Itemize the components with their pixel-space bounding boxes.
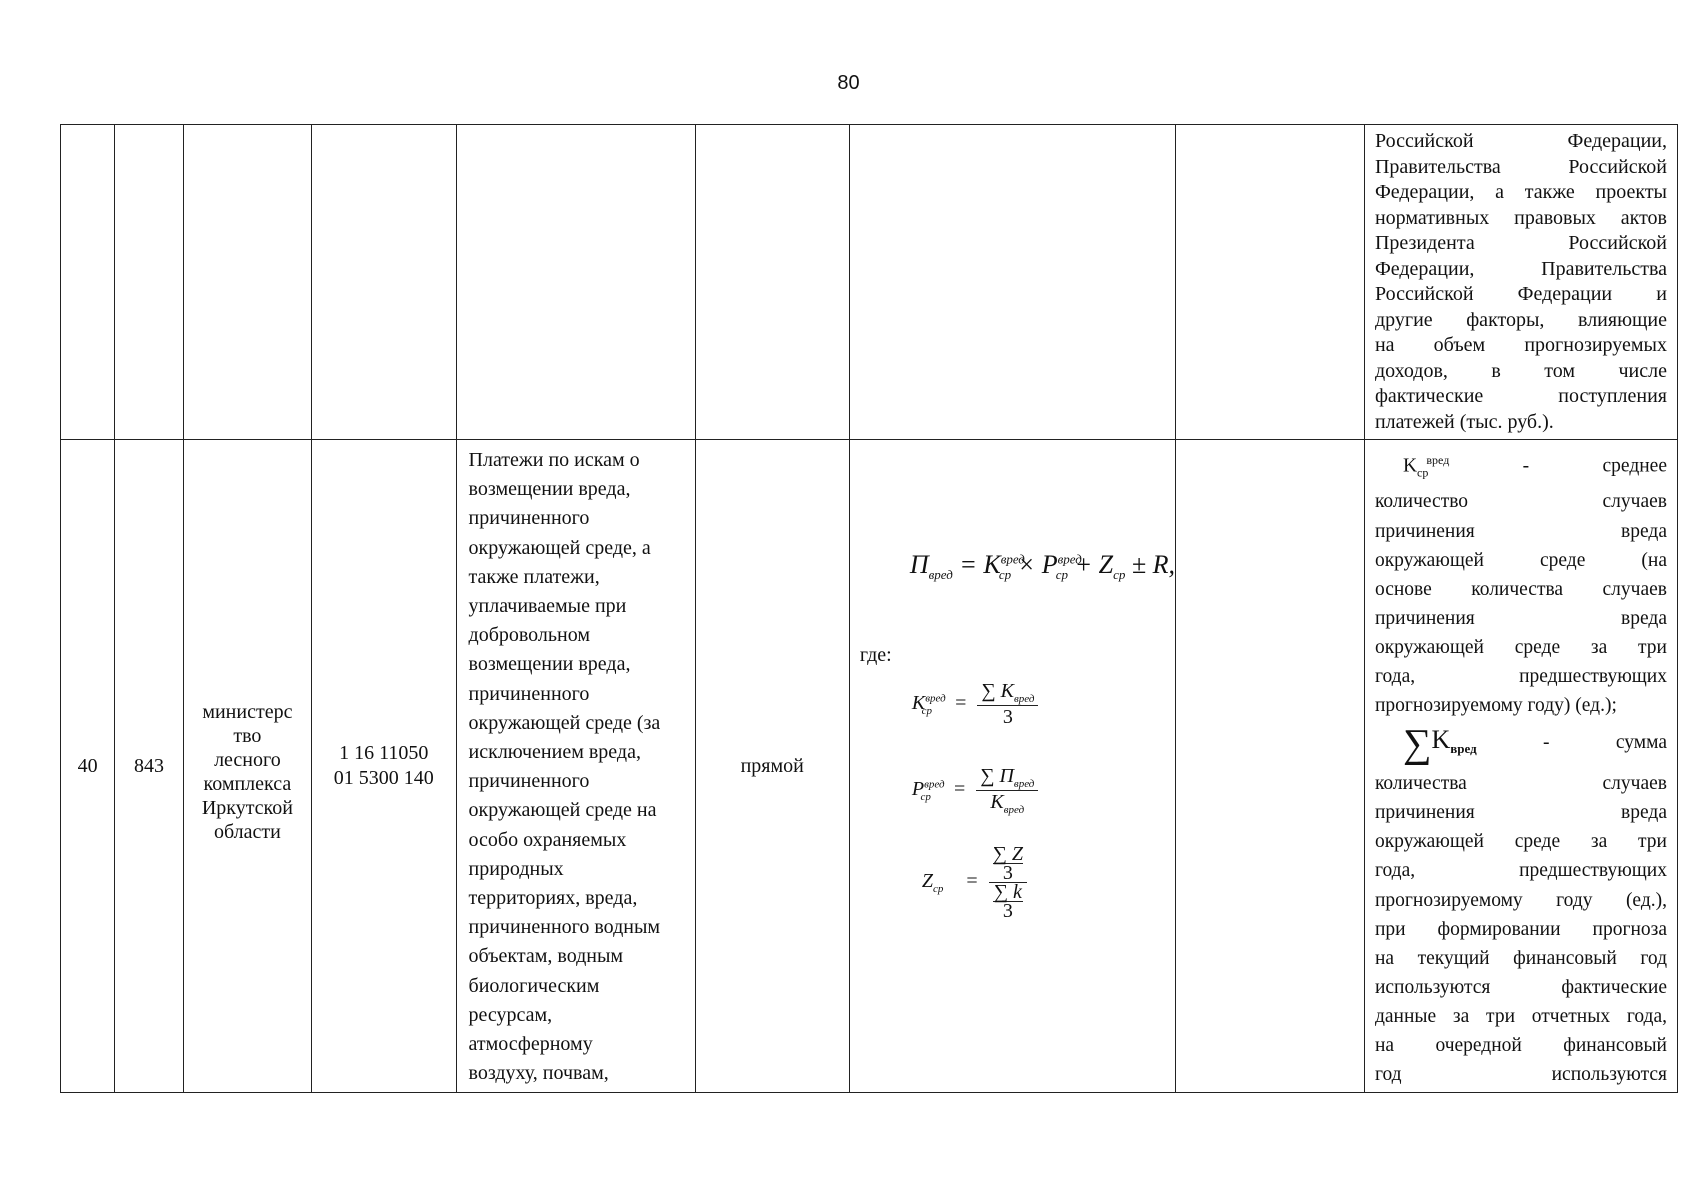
formula-cell — [849, 440, 1175, 1093]
explanation-line: года, предшествующих — [1374, 666, 1667, 688]
z-average-formula: $Z_{ср}$ = ∑ Z 3 ∑ k 3 — [922, 845, 1027, 920]
table-row — [61, 440, 1678, 1093]
explanation-line: количества случаев — [1374, 773, 1667, 795]
where-label: где: — [859, 644, 892, 666]
payment-description — [456, 440, 695, 1093]
explanation-line: доходов, в том числе — [1374, 359, 1667, 382]
kbk-code — [312, 440, 457, 1093]
description-line: причиненного — [468, 770, 590, 793]
cell-number — [61, 125, 115, 440]
explanation-line: при формировании прогноза — [1374, 918, 1667, 940]
kbk-line: 01 5300 140 — [333, 767, 434, 789]
explanation-line: нормативных правовых актов — [1374, 206, 1667, 229]
cell-formula — [849, 125, 1175, 440]
administrator-line: Иркутской — [201, 797, 293, 819]
explanation-line: год используются — [1374, 1064, 1667, 1086]
explanation-line: Федерации, а также проекты — [1374, 181, 1667, 203]
explanation-line: фактические поступления — [1374, 385, 1667, 407]
cell-method — [695, 125, 849, 440]
page-number: 80 — [837, 72, 860, 94]
explanation-line: прогнозируемому году) (ед.); — [1374, 695, 1617, 717]
explanation-line: $\sum K_{вред}$ - сумма — [1402, 720, 1667, 766]
cell-empty — [1175, 125, 1364, 440]
description-line: воздуху, почвам, — [468, 1062, 609, 1085]
explanation-line: Президента Российской — [1374, 232, 1667, 254]
calculation-method: прямой — [695, 440, 849, 1093]
administrator-line: лесного — [214, 749, 281, 771]
administrator-line: комплекса — [203, 773, 292, 795]
explanation-line: количество случаев — [1374, 491, 1667, 513]
administrator-line: области — [213, 821, 281, 843]
explanation-line: года, предшествующих — [1374, 860, 1667, 882]
description-line: атмосферному — [468, 1033, 593, 1056]
explanation-line: прогнозируемому году (ед.), — [1374, 889, 1667, 911]
explanation-line: $K_{ср}^{вред}$ - среднее — [1402, 453, 1667, 480]
description-line: Платежи по искам о — [468, 449, 640, 471]
k-average-formula: $K^{вред}_{ср}$ = $\frac{\sum K_{вред}}{3}$ — [912, 680, 1039, 729]
description-line: территориях, вреда, — [468, 887, 638, 910]
description-line: окружающей среде на — [468, 799, 657, 822]
description-line: биологическим — [468, 974, 600, 997]
explanation-line: Российской Федерации и — [1374, 283, 1667, 305]
administrator-line: тво — [233, 725, 262, 747]
description-line: исключением вреда, — [468, 741, 641, 764]
description-line: добровольном — [468, 624, 590, 647]
description-line: также платежи, — [468, 565, 600, 588]
admin-code: 843 — [115, 440, 183, 1093]
description-line: причиненного водным — [468, 916, 661, 939]
description-line: окружающей среде, а — [468, 536, 651, 559]
description-line: уплачиваемые при — [468, 595, 627, 618]
explanation-line: причинения вреда — [1374, 802, 1667, 824]
budget-table — [60, 124, 1678, 1093]
explanation-line: причинения вреда — [1374, 520, 1667, 542]
description-line: причиненного — [468, 682, 590, 705]
kbk-line: 1 16 11050 — [339, 742, 429, 764]
p-average-formula: $P^{вред}_{ср}$ = $\frac{\sum П_{вред}}{K_{вред}}$ — [912, 765, 1039, 816]
explanation-line: используются фактические — [1374, 976, 1667, 998]
explanation-line: Федерации, Правительства — [1374, 257, 1667, 280]
description-line: ресурсам, — [468, 1003, 553, 1026]
administrator-line: министерс — [202, 701, 293, 723]
table-row — [61, 125, 1678, 440]
explanation-line: другие факторы, влияющие — [1374, 308, 1667, 331]
description-line: окружающей среде (за — [468, 711, 661, 734]
cell-description — [456, 125, 695, 440]
cell-empty — [1175, 440, 1364, 1093]
description-line: природных — [468, 857, 564, 880]
description-line: причиненного — [468, 507, 590, 530]
explanation-line: Российской Федерации, — [1374, 130, 1667, 152]
explanation-line: окружающей среде (на — [1374, 549, 1667, 571]
main-formula: $П_{вред} = K^{вред}_{ср} \times P^{вред}_{ср} + Z_{ср} \pm R$, — [909, 550, 1176, 583]
explanation-line: основе количества случаев — [1374, 578, 1667, 600]
explanation-line: причинения вреда — [1374, 607, 1667, 629]
explanation-line: на объем прогнозируемых — [1374, 334, 1667, 356]
explanation-line: Правительства Российской — [1374, 155, 1667, 178]
explanation-line: платежей (тыс. руб.). — [1374, 410, 1554, 433]
cell-explanation — [1364, 125, 1677, 440]
description-line: возмещении вреда, — [468, 653, 631, 676]
description-line: возмещении вреда, — [468, 478, 631, 501]
explanation-line: на текущий финансовый год — [1374, 947, 1667, 969]
cell-kbk — [312, 125, 457, 440]
explanation-cell — [1364, 440, 1677, 1093]
administrator-name — [183, 440, 311, 1093]
cell-administrator — [183, 125, 311, 440]
explanation-line: окружающей среде за три — [1374, 636, 1667, 658]
description-line: особо охраняемых — [468, 828, 627, 851]
explanation-line: данные за три отчетных года, — [1374, 1005, 1667, 1027]
row-number: 40 — [61, 440, 115, 1093]
cell-admin-code — [115, 125, 183, 440]
explanation-line: окружающей среде за три — [1374, 831, 1667, 853]
description-line: объектам, водным — [468, 945, 624, 968]
explanation-line: на очередной финансовый — [1374, 1034, 1667, 1056]
